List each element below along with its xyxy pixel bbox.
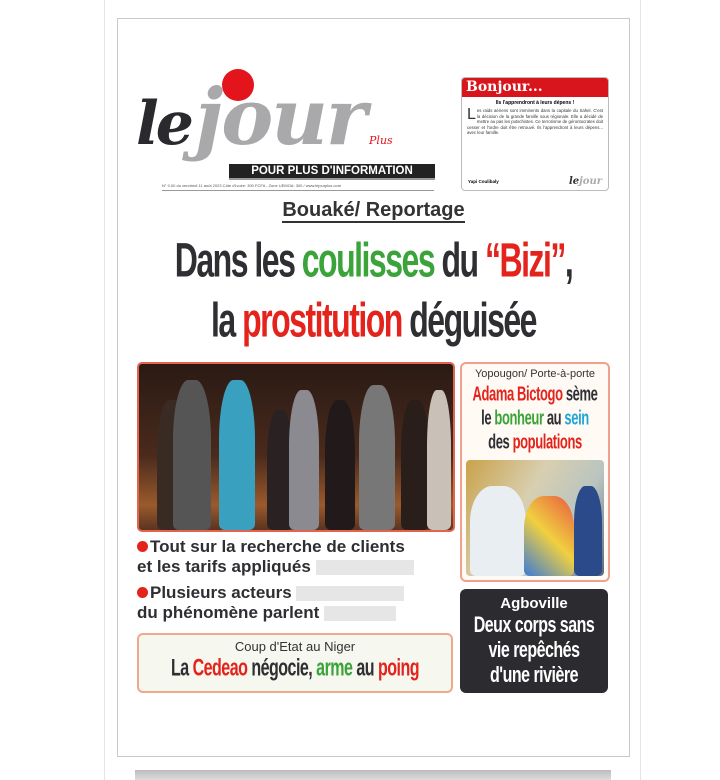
- hl-word: du: [434, 233, 485, 287]
- agboville-headline-line: Deux corps sans: [473, 614, 595, 638]
- bullet-text: et les tarifs appliqués: [137, 557, 311, 576]
- newspaper-front-page: [117, 18, 630, 757]
- yopougon-story-box: [460, 362, 610, 582]
- bullet-item: [137, 583, 457, 623]
- main-headline-line2: [118, 293, 629, 351]
- niger-headline: La Cedeao négocie, arme au poing: [170, 656, 420, 682]
- bonjour-logo: [569, 176, 602, 187]
- yopougon-headline-line2: le bonheur au sein: [481, 406, 589, 430]
- bonjour-body: Les raids aériens sont imminents dans la capitale du Sahel. C'est la décision de la grande famille sous régionale. Elle a décidé de mettre au pas les putschistes. Ce terrorisme de gérontocrates doit cesser et l'ordre doit être retrouvé. Ils l'apprendront à leurs dépens... avec leur famille.: [467, 106, 603, 135]
- bullet-item: [137, 537, 457, 577]
- niger-story-box: [137, 633, 453, 693]
- bullet-dot-icon: [137, 587, 148, 598]
- logo-jour: jour: [194, 72, 366, 163]
- yopougon-headline-line1: Adama Bictogo sème: [472, 382, 598, 406]
- main-kicker-text: Bouaké/ Reportage: [282, 199, 465, 221]
- hl-word-green: coulisses: [301, 233, 435, 287]
- logo-plus: Plus: [369, 134, 393, 147]
- niger-kicker: Coup d'Etat au Niger: [234, 639, 356, 654]
- main-story-photo: [137, 362, 455, 532]
- frame-left: [104, 0, 105, 780]
- bonjour-signature: Yapi Coulibaly: [468, 179, 499, 184]
- main-headline-line1: [118, 233, 629, 291]
- hl-word-red: prostitution: [242, 293, 402, 347]
- hl-word: Dans les: [174, 233, 302, 287]
- tagline: POUR PLUS D'INFORMATION: [229, 164, 435, 180]
- agboville-kicker: Agboville: [500, 595, 568, 612]
- frame-right: [640, 0, 641, 780]
- bullet-dot-icon: [137, 541, 148, 552]
- hl-word: déguisée: [401, 293, 536, 347]
- agboville-headline-line: d'une rivière: [489, 664, 578, 688]
- bullet-text: du phénomène parlent: [137, 603, 320, 622]
- hl-word-red: “Bizi”: [484, 233, 565, 287]
- main-story-bullets: [137, 537, 457, 629]
- bullet-text: Plusieurs acteurs: [150, 583, 292, 602]
- logo: [136, 72, 393, 163]
- agboville-headline-line: vie repêchés: [488, 639, 580, 663]
- bonjour-subtitle: Ils l'apprendront à leurs dépens !: [495, 100, 575, 106]
- yopougon-kicker: Yopougon/ Porte-à-porte: [474, 368, 596, 380]
- logo-le: le: [136, 89, 191, 159]
- yopougon-photo: [466, 460, 604, 576]
- bonjour-title: Bonjour...: [462, 78, 608, 97]
- main-kicker: [118, 199, 629, 222]
- next-page-edge: [135, 770, 611, 780]
- bonjour-editorial-box: [461, 77, 609, 191]
- bonjour-logo-le: le: [569, 176, 580, 187]
- hl-word: ,: [564, 233, 573, 287]
- bullet-text: Tout sur la recherche de clients: [150, 537, 405, 556]
- edition-line: N° 0.00 du vendredi 11 août 2023 Côte d'Ivoire: 300 FCFA - Zone UEMOA: 300 / www.lejourplus.com: [162, 183, 434, 191]
- bonjour-logo-jour: jour: [579, 176, 602, 187]
- agboville-story-box: [460, 589, 608, 693]
- yopougon-headline-line3: des populations: [488, 430, 582, 454]
- hl-word: la: [211, 293, 243, 347]
